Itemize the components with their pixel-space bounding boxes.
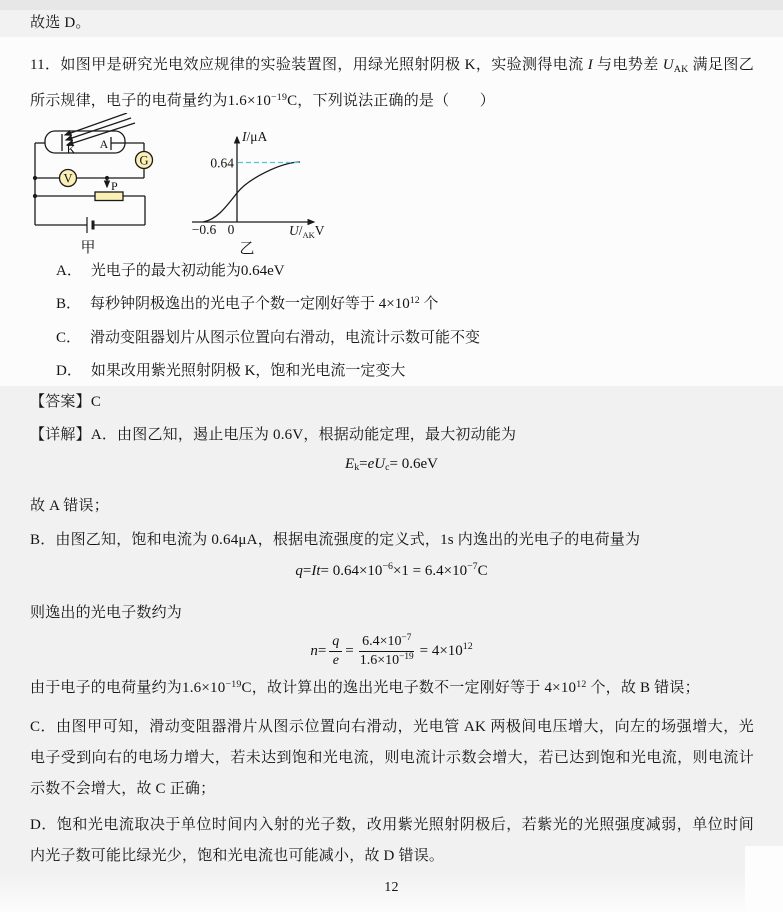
question-stem: 11．如图甲是研究光电效应规律的实验装置图，用绿光照射阴极 K，实验测得电流 I 与电势差 $U_{AK}$ 满足图乙所示规律，电子的电荷量约为$1.6\times 10^{-19}C$，下列说法正确的是（ ） [30, 57, 754, 109]
galvanometer-label: G [139, 153, 149, 168]
option-b-label: B． [56, 296, 82, 312]
photocurrent-curve [203, 162, 300, 222]
explanation-label: 【详解】 [30, 427, 91, 443]
phototube [45, 131, 125, 153]
explanation-p7: D．饱和光电流取决于单位时间内入射的光子数，改用紫光照射阴极后，若紫光的光照强度减弱，单位时间内光子数可能比绿光少，饱和光电流也可能减小，故 D 错误。 [30, 817, 754, 864]
answer-value: C [90, 394, 102, 410]
option-a-label: A． [56, 263, 82, 279]
formula-n: n = $\frac{q}{e}$ = $\frac{6.4\times 10^{-7}}{1.6\times 10^{-19}}$ = 4×10 12 [310, 632, 473, 668]
explanation-p6: C．由图甲可知，滑动变阻器滑片从图示位置向右滑动，光电管 AK 两极间电压增大，向左的场强增大，光电子受到向右的电场力增大，若未达到饱和光电流，则电流计示数会增大，若已达到饱和光电流，则电流计示数不会增大，故 C 正确； [30, 719, 754, 797]
figure-yi-caption: 乙 [239, 241, 255, 257]
light-ray-icon [66, 118, 131, 140]
iv-curve-figure [190, 125, 328, 257]
option-d-text: 如果改用紫光照射阴极 K，饱和光电流一定变大 [90, 363, 406, 379]
saturation-current-label: 0.64 [210, 155, 234, 171]
explanation-p4: 则逸出的光电子数约为 [30, 605, 183, 621]
previous-answer-line: 故选 D。 [30, 15, 91, 31]
explanation-p2: 故 A 错误； [30, 498, 109, 514]
circuit-diagram-figure [28, 113, 193, 258]
scan-shading-header [0, 10, 783, 37]
scan-shading-top [0, 0, 783, 10]
explanation-p1: 【详解】A．由图乙知，遏止电压为 0.6V，根据动能定理，最大初动能为 [30, 427, 517, 443]
voltmeter-label: V [63, 171, 73, 186]
cathode-label: K [66, 142, 76, 156]
option-b [56, 292, 438, 313]
option-a-text: 光电子的最大初动能为0.64eV [90, 263, 285, 279]
option-b-text: 每秒钟阴极逸出的光电子个数一定刚好等于 $4\times 10^{12}$ 个 [90, 295, 439, 312]
option-c-label: C． [56, 330, 82, 346]
stopping-voltage-label: −0.6 [191, 222, 217, 237]
formula-q: q = It = 0.64×10 −6 ×1 = 6.4×10 −7 C [295, 561, 488, 579]
option-d-label: D． [56, 363, 82, 379]
option-c-text: 滑动变阻器划片从图示位置向右滑动，电流计示数可能不变 [90, 330, 481, 346]
explanation-p5: 由于电子的电荷量约为$1.6\times 10^{-19}C$，故计算出的逸出光电子数不一定刚好等于 $4\times 10^{12}$ 个，故 B 错误； [30, 679, 700, 696]
answer-label: 【答案】 [30, 394, 91, 410]
origin-label: 0 [227, 222, 235, 237]
y-axis-label: I/μA [242, 129, 268, 144]
explanation-p3: B．由图乙知，饱和电流为 0.64μA，根据电流强度的定义式，1s 内逸出的光电子的电荷量为 [30, 532, 641, 548]
x-axis-label: $U/_{AK}V$ [289, 223, 325, 240]
anode-label: A [99, 137, 109, 151]
figure-jia-caption: 甲 [80, 240, 96, 256]
answer-line [30, 391, 101, 413]
option-a [56, 259, 285, 280]
page-number: 12 [384, 880, 399, 895]
option-d [56, 359, 405, 380]
slider-label: P [111, 179, 118, 193]
formula-ek: E k = eU c = 0.6eV [345, 456, 438, 474]
rheostat-icon [95, 192, 123, 201]
option-c [56, 326, 480, 347]
